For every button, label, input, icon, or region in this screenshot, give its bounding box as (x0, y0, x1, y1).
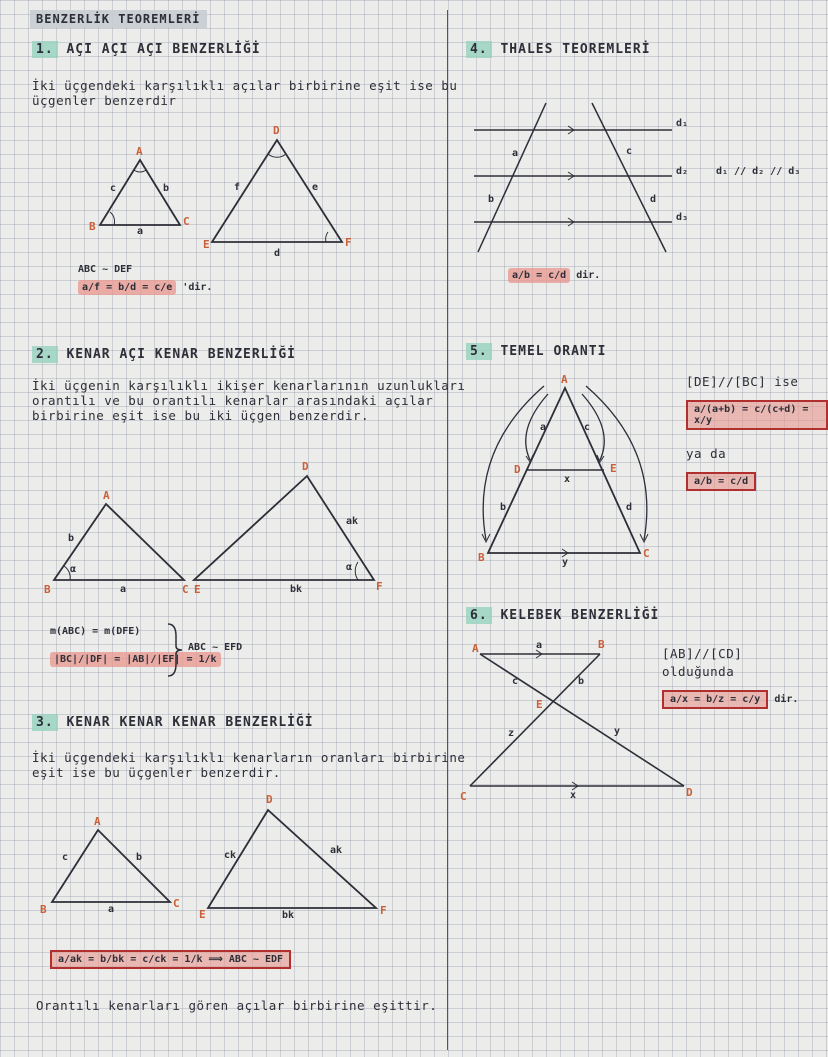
s4-ratio-suffix: dir. (576, 270, 601, 281)
section-1-title: AÇI AÇI AÇI BENZERLİĞİ (66, 42, 261, 57)
s1-side-f: f (234, 182, 241, 193)
s2-side-bk: bk (290, 584, 303, 595)
section-4-number: 4. (466, 41, 492, 58)
s1-side-a: a (137, 226, 144, 237)
section-6-title: KELEBEK BENZERLİĞİ (500, 608, 660, 623)
s5-seg-c: c (584, 422, 591, 433)
s4-line-d3: d₃ (676, 212, 689, 223)
s3-vertex-C: C (173, 897, 180, 910)
s3-vertex-A: A (94, 815, 101, 828)
s5-ratio2: a/b = c/d (686, 472, 756, 491)
s6-seg-z: z (508, 728, 515, 739)
s1-ratio-suffix: 'dir. (182, 282, 213, 293)
s1-side-b: b (163, 183, 170, 194)
s4-seg-c: c (626, 146, 633, 157)
section-2-title: KENAR AÇI KENAR BENZERLİĞİ (66, 347, 296, 362)
s2-similarity: ABC ~ EFD (188, 642, 243, 653)
section-1-number: 1. (32, 41, 58, 58)
s1-ratio: a/f = b/d = c/e (78, 280, 176, 295)
s2-vertex-B: B (44, 583, 51, 596)
section-3-number: 3. (32, 714, 58, 731)
s1-side-e: e (312, 182, 319, 193)
s1-side-d: d (274, 248, 281, 259)
s4-seg-b: b (488, 194, 495, 205)
s6-vertex-C: C (460, 790, 467, 803)
section-5-title: TEMEL ORANTI (500, 344, 607, 359)
s3-side-a: a (108, 904, 115, 915)
s5-seg-a: a (540, 422, 547, 433)
s6-vertex-A: A (472, 642, 479, 655)
s2-condition: m(ABC) = m(DFE) (50, 626, 141, 637)
s1-similarity: ABC ~ DEF (78, 264, 133, 275)
s1-vertex-C: C (183, 215, 190, 228)
section-3-title: KENAR KENAR KENAR BENZERLİĞİ (66, 715, 314, 730)
s5-vertex-E: E (610, 462, 617, 475)
s1-vertex-B: B (89, 220, 96, 233)
section-1-text-line2: üçgenler benzerdir (32, 93, 177, 108)
s5-vertex-C: C (643, 547, 650, 560)
section-3-text-line1: İki üçgendeki karşılıklı kenarların oranları birbirine (32, 750, 466, 765)
s3-footer: Orantılı kenarları gören açılar birbirine eşittir. (36, 998, 438, 1013)
s2-vertex-D: D (302, 460, 309, 473)
s6-vertex-B: B (598, 638, 605, 651)
s4-line-d2: d₂ (676, 166, 689, 177)
s3-side-ck: ck (224, 850, 237, 861)
section-2-text-line2: orantılı ve bu orantılı kenarlar arasındaki açılar (32, 393, 434, 408)
s3-vertex-B: B (40, 903, 47, 916)
s5-seg-b: b (500, 502, 507, 513)
s1-vertex-F: F (345, 236, 352, 249)
s1-side-c: c (110, 183, 117, 194)
s5-vertex-A: A (561, 373, 568, 386)
s5-seg-x: x (564, 474, 571, 485)
s2-vertex-C: C (182, 583, 189, 596)
section-2-text-line1: İki üçgenin karşılıklı ikişer kenarlarının uzunlukları (32, 378, 466, 393)
s2-side-ak: ak (346, 516, 359, 527)
s6-seg-x: x (570, 790, 577, 801)
s3-vertex-D: D (266, 793, 273, 806)
s2-vertex-A: A (103, 489, 110, 502)
s4-seg-a: a (512, 148, 519, 159)
s5-ratio1: a/(a+b) = c/(c+d) = x/y (686, 400, 828, 430)
section-4-title: THALES TEOREMLERİ (500, 42, 651, 57)
s1-vertex-E: E (203, 238, 210, 251)
s2-side-a: a (120, 584, 127, 595)
s6-ratio: a/x = b/z = c/y (662, 690, 768, 709)
s6-seg-b: b (578, 676, 585, 687)
section-2-text-line3: birbirine eşit ise bu iki üçgen benzerdir. (32, 408, 370, 423)
s5-condition: [DE]//[BC] ise (686, 374, 799, 389)
section-2-number: 2. (32, 346, 58, 363)
s2-vertex-F: F (376, 580, 383, 593)
s5-or: ya da (686, 446, 727, 461)
s6-condition: [AB]//[CD] (662, 646, 743, 661)
s5-seg-d: d (626, 502, 633, 513)
s6-vertex-E: E (536, 698, 543, 711)
s3-side-ak: ak (330, 845, 343, 856)
s6-vertex-D: D (686, 786, 693, 799)
page-title: BENZERLİK TEOREMLERİ (30, 10, 207, 28)
s5-seg-y: y (562, 557, 569, 568)
s6-ratio-suffix: dir. (774, 694, 799, 705)
section-5-number: 5. (466, 343, 492, 360)
section-1-text-line1: İki üçgendeki karşılıklı açılar birbirine eşit ise bu (32, 78, 458, 93)
s6-seg-y: y (614, 726, 621, 737)
s5-vertex-B: B (478, 551, 485, 564)
section-6-number: 6. (466, 607, 492, 624)
s1-vertex-D: D (273, 124, 280, 137)
s5-vertex-D: D (514, 463, 521, 476)
s3-formula: a/ak = b/bk = c/ck = 1/k ⟹ ABC ~ EDF (50, 950, 291, 969)
s2-vertex-E: E (194, 583, 201, 596)
s1-vertex-A: A (136, 145, 143, 158)
s4-seg-d: d (650, 194, 657, 205)
s4-line-d1: d₁ (676, 118, 689, 129)
s3-side-b: b (136, 852, 143, 863)
s2-ratio: |BC|/|DF| = |AB|/|EF| = 1/k (50, 652, 221, 667)
s3-vertex-E: E (199, 908, 206, 921)
s3-side-bk: bk (282, 910, 295, 921)
s6-ratio-row (662, 690, 798, 709)
s6-seg-c: c (512, 676, 519, 687)
s2-angle-alpha-2: α (346, 562, 353, 573)
s6-seg-a: a (536, 640, 543, 651)
s2-angle-alpha-1: α (70, 564, 77, 575)
section-3-text-line2: eşit ise bu üçgenler benzerdir. (32, 765, 281, 780)
s6-condition2: olduğunda (662, 664, 735, 679)
s3-vertex-F: F (380, 904, 387, 917)
s2-side-b: b (68, 533, 75, 544)
s4-ratio: a/b = c/d (508, 268, 570, 283)
s4-parallel: d₁ // d₂ // d₃ (716, 166, 801, 177)
s3-side-c: c (62, 852, 69, 863)
